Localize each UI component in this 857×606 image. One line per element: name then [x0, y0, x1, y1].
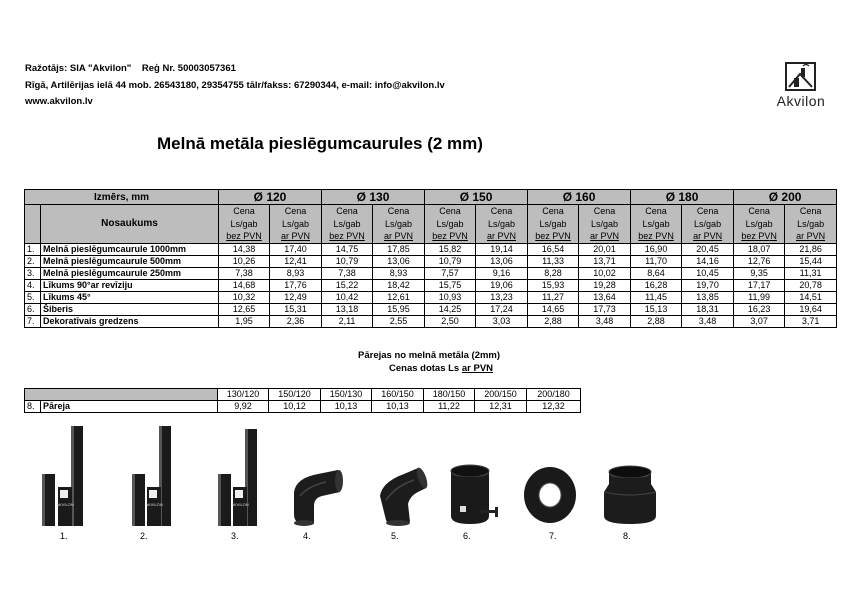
- table-row: [25, 243, 837, 255]
- price-excl-vat: 15,75: [425, 279, 476, 291]
- header-line-2: Rīgā, Artilērijas ielā 44 mob. 26543180, 29354755 tālr/fakss: 67290344, e-mail: info@akvilon.lv: [25, 79, 445, 91]
- price-incl-vat: 17,85: [373, 243, 425, 255]
- row-number: 6.: [25, 303, 41, 315]
- price-excl-vat: 13,18: [322, 303, 373, 315]
- header-line: Ls/gab: [642, 218, 670, 229]
- diameter-header: Ø 180: [631, 190, 734, 205]
- price-incl-vat: 19,28: [579, 279, 631, 291]
- transition-price: 10,12: [269, 401, 321, 413]
- price-incl-vat-header: [579, 205, 631, 244]
- name-header: Nosaukums: [41, 205, 219, 244]
- header-line: Ls/gab: [539, 218, 567, 229]
- price-incl-vat: 14,51: [785, 291, 837, 303]
- product-name: Melnā pieslēgumcaurule 500mm: [41, 255, 219, 267]
- price-incl-vat: 15,95: [373, 303, 425, 315]
- price-excl-vat-header: [219, 205, 270, 244]
- price-incl-vat: 13,06: [476, 255, 528, 267]
- price-excl-vat: 12,76: [734, 255, 785, 267]
- price-incl-vat: 3,48: [682, 315, 734, 327]
- header-line: Cena: [696, 206, 719, 216]
- header-line: ar PVN: [693, 231, 723, 241]
- header-line: Ls/gab: [694, 218, 722, 229]
- price-incl-vat: 13,06: [373, 255, 425, 267]
- diameter-header: Ø 150: [425, 190, 528, 205]
- header-line: Ls/gab: [333, 218, 361, 229]
- price-incl-vat: 9,16: [476, 267, 528, 279]
- header-line: Cena: [645, 206, 667, 216]
- header-line: bez PVN: [329, 231, 365, 241]
- price-incl-vat: 19,70: [682, 279, 734, 291]
- header-line: Cena: [439, 206, 461, 216]
- price-excl-vat: 15,93: [528, 279, 579, 291]
- product-label: 5.: [391, 531, 399, 541]
- price-excl-vat: 11,99: [734, 291, 785, 303]
- header-line: bez PVN: [226, 231, 262, 241]
- price-excl-vat: 10,32: [219, 291, 270, 303]
- price-excl-vat: 15,22: [322, 279, 373, 291]
- price-incl-vat: 20,78: [785, 279, 837, 291]
- header-line: Cena: [748, 206, 770, 216]
- price-incl-vat: 13,85: [682, 291, 734, 303]
- price-incl-vat-header: [373, 205, 425, 244]
- price-incl-vat: 17,73: [579, 303, 631, 315]
- header-line: Cena: [542, 206, 564, 216]
- transition-size: 200/180: [527, 389, 581, 401]
- price-excl-vat: 8,28: [528, 267, 579, 279]
- price-excl-vat: 12,65: [219, 303, 270, 315]
- price-incl-vat: 12,41: [270, 255, 322, 267]
- pipe-stamp: AKVILON: [56, 502, 74, 507]
- logo-text: Akvilon: [776, 93, 826, 109]
- price-incl-vat: 13,71: [579, 255, 631, 267]
- page-title: Melnā metāla pieslēgumcaurules (2 mm): [157, 134, 483, 153]
- transition-size: 150/120: [269, 389, 321, 401]
- price-excl-vat: 11,45: [631, 291, 682, 303]
- product-label: 2.: [140, 531, 148, 541]
- header-line: Ls/gab: [436, 218, 464, 229]
- price-incl-vat: 13,23: [476, 291, 528, 303]
- transition-table: [24, 388, 581, 413]
- price-incl-vat: 11,31: [785, 267, 837, 279]
- transition-size: 150/130: [321, 389, 372, 401]
- price-excl-vat: 2,50: [425, 315, 476, 327]
- header-line: Cena: [233, 206, 255, 216]
- price-excl-vat: 9,35: [734, 267, 785, 279]
- product-label: 6.: [463, 531, 471, 541]
- product-name: Līkums 90°ar revīziju: [41, 279, 219, 291]
- price-incl-vat: 19,06: [476, 279, 528, 291]
- number-header-cell: [25, 205, 41, 244]
- akvilon-logo: [768, 60, 834, 110]
- diameter-header-row: [25, 190, 837, 205]
- price-incl-vat: 3,03: [476, 315, 528, 327]
- table-row: [25, 291, 837, 303]
- header-line: ar PVN: [281, 231, 311, 241]
- price-excl-vat-header: [734, 205, 785, 244]
- price-incl-vat-header: [270, 205, 322, 244]
- price-incl-vat: 8,93: [270, 267, 322, 279]
- price-incl-vat: 15,31: [270, 303, 322, 315]
- company-header: [25, 61, 445, 111]
- price-incl-vat: 19,64: [785, 303, 837, 315]
- price-excl-vat: 8,64: [631, 267, 682, 279]
- elbow-90-icon: [288, 462, 344, 528]
- price-table: [24, 189, 837, 328]
- transition-price: 9,92: [218, 401, 269, 413]
- price-incl-vat: 12,61: [373, 291, 425, 303]
- price-excl-vat: 15,82: [425, 243, 476, 255]
- price-excl-vat: 14,68: [219, 279, 270, 291]
- header-reg-number: Reģ Nr. 50003057361: [141, 63, 236, 74]
- price-excl-vat: 2,88: [631, 315, 682, 327]
- header-line: Cena: [336, 206, 358, 216]
- header-line: ar PVN: [487, 231, 517, 241]
- transition-blank-header: [25, 389, 218, 401]
- product-name: Melnā pieslēgumcaurule 1000mm: [41, 243, 219, 255]
- pipe-stamp: AKVILON: [231, 502, 249, 507]
- price-incl-vat: 8,93: [373, 267, 425, 279]
- price-excl-vat-header: [528, 205, 579, 244]
- price-incl-vat: 20,01: [579, 243, 631, 255]
- header-line: Cena: [284, 206, 307, 216]
- price-excl-vat: 2,11: [322, 315, 373, 327]
- price-incl-vat: 18,42: [373, 279, 425, 291]
- transition-size: 160/150: [372, 389, 424, 401]
- row-number: 1.: [25, 243, 41, 255]
- header-line: ar PVN: [384, 231, 414, 241]
- transition-price: 11,22: [424, 401, 475, 413]
- price-incl-vat: 10,45: [682, 267, 734, 279]
- price-excl-vat: 10,93: [425, 291, 476, 303]
- pipe-set-500-icon: [128, 424, 184, 528]
- price-excl-vat: 11,27: [528, 291, 579, 303]
- price-excl-vat: 11,70: [631, 255, 682, 267]
- header-line-3: www.akvilon.lv: [25, 96, 93, 107]
- price-excl-vat: 14,25: [425, 303, 476, 315]
- column-header-row: [25, 205, 837, 244]
- diameter-header: Ø 160: [528, 190, 631, 205]
- price-excl-vat: 10,42: [322, 291, 373, 303]
- header-line: bez PVN: [638, 231, 674, 241]
- price-incl-vat: 14,16: [682, 255, 734, 267]
- header-line: bez PVN: [741, 231, 777, 241]
- price-incl-vat: 17,76: [270, 279, 322, 291]
- price-incl-vat: 3,48: [579, 315, 631, 327]
- price-excl-vat: 7,38: [219, 267, 270, 279]
- header-line: Ls/gab: [591, 218, 619, 229]
- table-row: [25, 303, 837, 315]
- price-incl-vat-header: [682, 205, 734, 244]
- header-line: Ls/gab: [797, 218, 825, 229]
- price-incl-vat: 2,55: [373, 315, 425, 327]
- price-excl-vat: 11,33: [528, 255, 579, 267]
- row-number: 2.: [25, 255, 41, 267]
- price-excl-vat: 7,57: [425, 267, 476, 279]
- price-incl-vat: 12,49: [270, 291, 322, 303]
- price-excl-vat-header: [631, 205, 682, 244]
- price-excl-vat: 14,38: [219, 243, 270, 255]
- header-line: Cena: [387, 206, 410, 216]
- price-excl-vat: 3,07: [734, 315, 785, 327]
- transition-price-row: [25, 401, 581, 413]
- header-manufacturer: Ražotājs: SIA "Akvilon": [25, 63, 132, 74]
- transition-size: 130/120: [218, 389, 269, 401]
- price-excl-vat: 16,23: [734, 303, 785, 315]
- subtitle-prefix: Cenas dotas Ls: [389, 363, 462, 374]
- product-label: 1.: [60, 531, 68, 541]
- transition-size: 200/150: [475, 389, 527, 401]
- product-name: Šiberis: [41, 303, 219, 315]
- header-line: ar PVN: [590, 231, 620, 241]
- price-incl-vat: 21,86: [785, 243, 837, 255]
- price-excl-vat: 16,28: [631, 279, 682, 291]
- pipe-set-250-icon: [214, 424, 270, 528]
- transitions-title: Pārejas no melnā metāla (2mm): [358, 350, 501, 361]
- price-excl-vat: 15,13: [631, 303, 682, 315]
- price-excl-vat: 14,65: [528, 303, 579, 315]
- price-incl-vat: 19,14: [476, 243, 528, 255]
- pipe-set-1000-icon: [38, 424, 94, 528]
- transition-price: 10,13: [321, 401, 372, 413]
- header-line: Cena: [593, 206, 616, 216]
- header-line: Ls/gab: [230, 218, 258, 229]
- header-line: ar PVN: [796, 231, 826, 241]
- row-number: 4.: [25, 279, 41, 291]
- header-line: Cena: [799, 206, 822, 216]
- price-excl-vat: 10,26: [219, 255, 270, 267]
- price-excl-vat: 17,17: [734, 279, 785, 291]
- product-label: 7.: [549, 531, 557, 541]
- header-line: bez PVN: [535, 231, 571, 241]
- price-incl-vat: 20,45: [682, 243, 734, 255]
- price-incl-vat-header: [476, 205, 528, 244]
- table-row: [25, 267, 837, 279]
- row-number: 5.: [25, 291, 41, 303]
- transition-price: 12,31: [475, 401, 527, 413]
- product-name: Dekoratīvais gredzens: [41, 315, 219, 327]
- price-incl-vat: 3,71: [785, 315, 837, 327]
- transition-size-row: [25, 389, 581, 401]
- price-incl-vat-header: [785, 205, 837, 244]
- size-header: Izmērs, mm: [25, 190, 219, 205]
- decorative-ring-icon: [520, 462, 580, 528]
- transition-icon: [600, 464, 660, 528]
- subtitle-underlined: ar PVN: [461, 363, 494, 374]
- damper-icon: [446, 462, 502, 528]
- header-line: Ls/gab: [281, 218, 310, 229]
- row-number: 8.: [25, 401, 41, 413]
- diameter-header: Ø 130: [322, 190, 425, 205]
- diameter-header: Ø 200: [734, 190, 837, 205]
- transition-price: 10,13: [372, 401, 424, 413]
- price-excl-vat: 14,75: [322, 243, 373, 255]
- transition-size: 180/150: [424, 389, 475, 401]
- header-line: Ls/gab: [745, 218, 773, 229]
- price-excl-vat: 2,88: [528, 315, 579, 327]
- product-name: Līkums 45°: [41, 291, 219, 303]
- header-line: Ls/gab: [488, 218, 516, 229]
- price-excl-vat: 16,90: [631, 243, 682, 255]
- diameter-header: Ø 120: [219, 190, 322, 205]
- header-line: Ls/gab: [385, 218, 413, 229]
- price-excl-vat: 7,38: [322, 267, 373, 279]
- price-excl-vat: 16,54: [528, 243, 579, 255]
- header-line: Cena: [490, 206, 513, 216]
- price-excl-vat: 10,79: [322, 255, 373, 267]
- price-incl-vat: 13,64: [579, 291, 631, 303]
- row-number: 3.: [25, 267, 41, 279]
- chimney-house-icon: [768, 60, 834, 94]
- transition-price: 12,32: [527, 401, 581, 413]
- price-excl-vat: 1,95: [219, 315, 270, 327]
- price-incl-vat: 18,31: [682, 303, 734, 315]
- row-number: 7.: [25, 315, 41, 327]
- pipe-stamp: AKVILON: [145, 502, 163, 507]
- price-excl-vat-header: [425, 205, 476, 244]
- price-incl-vat: 17,24: [476, 303, 528, 315]
- product-label: 8.: [623, 531, 631, 541]
- elbow-45-icon: [374, 464, 430, 528]
- price-incl-vat: 10,02: [579, 267, 631, 279]
- table-row: [25, 315, 837, 327]
- price-excl-vat-header: [322, 205, 373, 244]
- price-excl-vat: 18,07: [734, 243, 785, 255]
- transitions-subtitle: [389, 363, 493, 374]
- row-name: Pāreja: [41, 401, 218, 413]
- table-row: [25, 255, 837, 267]
- price-incl-vat: 15,44: [785, 255, 837, 267]
- product-name: Melnā pieslēgumcaurule 250mm: [41, 267, 219, 279]
- price-excl-vat: 10,79: [425, 255, 476, 267]
- header-line: bez PVN: [432, 231, 468, 241]
- product-label: 3.: [231, 531, 239, 541]
- header-line-1: [25, 61, 445, 78]
- product-label: 4.: [303, 531, 311, 541]
- table-row: [25, 279, 837, 291]
- price-incl-vat: 2,36: [270, 315, 322, 327]
- price-incl-vat: 17,40: [270, 243, 322, 255]
